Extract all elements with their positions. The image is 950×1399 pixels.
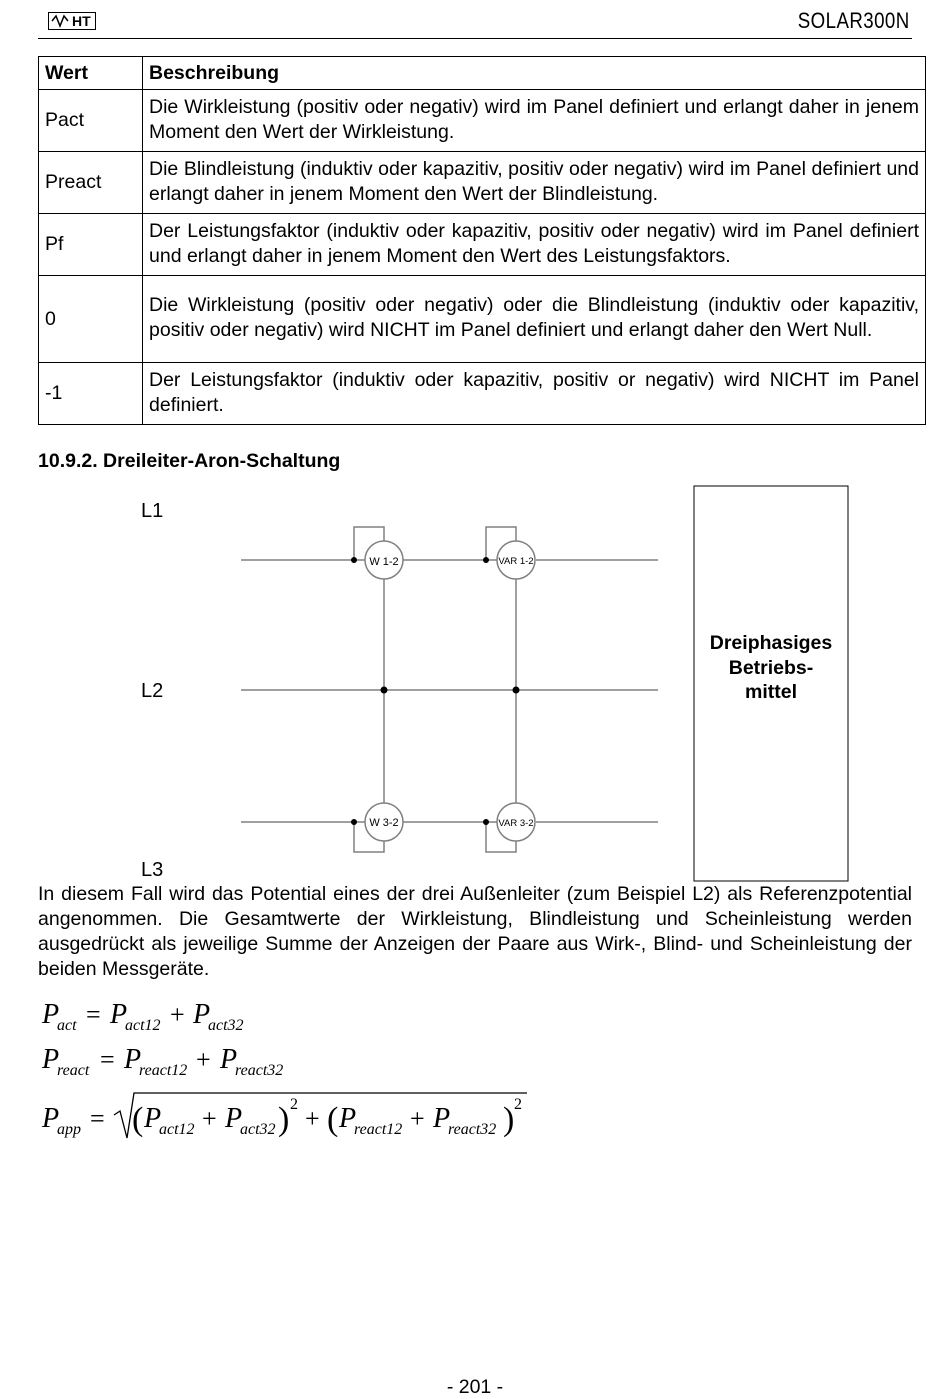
svg-text:P: P [42, 1044, 60, 1075]
svg-text:react12: react12 [139, 1062, 188, 1079]
svg-text:+: + [202, 1104, 217, 1133]
svg-text:(: ( [132, 1101, 144, 1138]
line-label-l1: L1 [141, 500, 164, 522]
row-key: Pact [39, 90, 143, 152]
svg-text:P: P [42, 999, 60, 1030]
meter-w12 [365, 541, 403, 579]
line-label-l2: L2 [141, 680, 164, 702]
svg-text:act32: act32 [240, 1121, 276, 1138]
svg-text:P: P [225, 1103, 243, 1134]
formula-block [0, 990, 600, 1150]
svg-text:P: P [433, 1103, 451, 1134]
svg-text:react12: react12 [354, 1121, 403, 1138]
device-label-line2: Betriebs- [728, 657, 814, 679]
svg-text:react32: react32 [235, 1062, 284, 1079]
svg-text:act12: act12 [159, 1121, 195, 1138]
svg-text:act12: act12 [125, 1017, 161, 1034]
formula-apparent-power [41, 1093, 527, 1138]
row-description: Der Leistungsfaktor (induktiv oder kapazitiv, positiv or negativ) wird NICHT im Panel definiert. [143, 363, 926, 425]
table-row [39, 152, 926, 214]
device-label-line3: mittel [744, 681, 798, 703]
svg-text:2: 2 [290, 1096, 298, 1113]
svg-text:+: + [305, 1104, 320, 1133]
table-row [39, 276, 926, 363]
svg-text:P: P [110, 999, 128, 1030]
row-key: Pf [39, 214, 143, 276]
svg-text:P: P [42, 1103, 60, 1134]
svg-text:P: P [144, 1103, 162, 1134]
svg-text:=: = [100, 1045, 115, 1074]
meter-label: VAR 1-2 [498, 556, 534, 567]
meter-label: VAR 3-2 [498, 818, 534, 829]
svg-text:+: + [170, 1000, 185, 1029]
meter-label: W 1-2 [369, 556, 399, 568]
svg-text:): ) [503, 1101, 515, 1138]
row-description: Der Leistungsfaktor (induktiv oder kapazitiv, positiv oder negativ) wird im Panel definiert und erlangt daher in jenem Moment den Wert des Leistungsfaktors. [143, 214, 926, 276]
row-key: Preact [39, 152, 143, 214]
device-label-line1: Dreiphasiges [709, 632, 833, 654]
product-title: SOLAR300N [798, 8, 910, 33]
svg-text:react32: react32 [448, 1121, 497, 1138]
table-row [39, 214, 926, 276]
svg-text:P: P [124, 1044, 142, 1075]
svg-text:P: P [220, 1044, 238, 1075]
svg-text:+: + [196, 1045, 211, 1074]
row-key: -1 [39, 363, 143, 425]
svg-text:act32: act32 [208, 1017, 244, 1034]
svg-text:2: 2 [514, 1096, 522, 1113]
row-description: Die Wirkleistung (positiv oder negativ) oder die Blindleistung (induktiv oder kapazitiv, positiv oder negativ) wird NICHT im Panel definiert und erlangt daher den Wert Null. [143, 276, 926, 363]
column-header-desc: Beschreibung [143, 57, 926, 90]
column-header-key: Wert [39, 57, 143, 90]
meter-w32 [365, 803, 403, 841]
svg-text:+: + [410, 1104, 425, 1133]
table-row [39, 363, 926, 425]
svg-text:=: = [90, 1104, 105, 1133]
svg-text:app: app [57, 1121, 81, 1138]
value-description-table [38, 56, 926, 425]
formula-reactive-power [41, 1044, 283, 1079]
header-rule [38, 38, 912, 39]
formula-active-power [41, 999, 244, 1034]
meter-label: W 3-2 [369, 817, 399, 829]
svg-text:P: P [339, 1103, 357, 1134]
row-description: Die Wirkleistung (positiv oder negativ) wird im Panel definiert und erlangt daher in jenem Moment den Wert der Wirkleistung. [143, 90, 926, 152]
row-description: Die Blindleistung (induktiv oder kapazitiv, positiv oder negativ) wird im Panel definiert und erlangt daher in jenem Moment den Wert der Blindleistung. [143, 152, 926, 214]
meter-var12 [497, 541, 535, 579]
ht-logo [48, 12, 96, 30]
row-key: 0 [39, 276, 143, 363]
section-title: 10.9.2. Dreileiter-Aron-Schaltung [38, 450, 341, 472]
svg-text:react: react [57, 1062, 90, 1079]
svg-text:act: act [57, 1017, 77, 1034]
explanation-paragraph: In diesem Fall wird das Potential eines der drei Außenleiter (zum Beispiel L2) als Referenzpotential angenommen. Die Gesamtwerte der Wirkleistung, Blindleistung und Scheinleistung werden ausgedrückt als jeweilige Summe der Anzeigen der Paare aus Wirk-, Blind- und Scheinleistung der beiden Messgeräte. [38, 883, 912, 980]
logo-text: HT [72, 13, 91, 29]
page-number: - 201 - [446, 1376, 504, 1398]
table-row [39, 90, 926, 152]
svg-text:=: = [86, 1000, 101, 1029]
svg-text:P: P [193, 999, 211, 1030]
table-header-row [39, 57, 926, 90]
line-label-l3: L3 [141, 859, 164, 881]
meter-var32 [497, 803, 535, 841]
aron-circuit-diagram [0, 480, 950, 882]
svg-text:): ) [278, 1101, 290, 1138]
svg-text:(: ( [327, 1101, 339, 1138]
